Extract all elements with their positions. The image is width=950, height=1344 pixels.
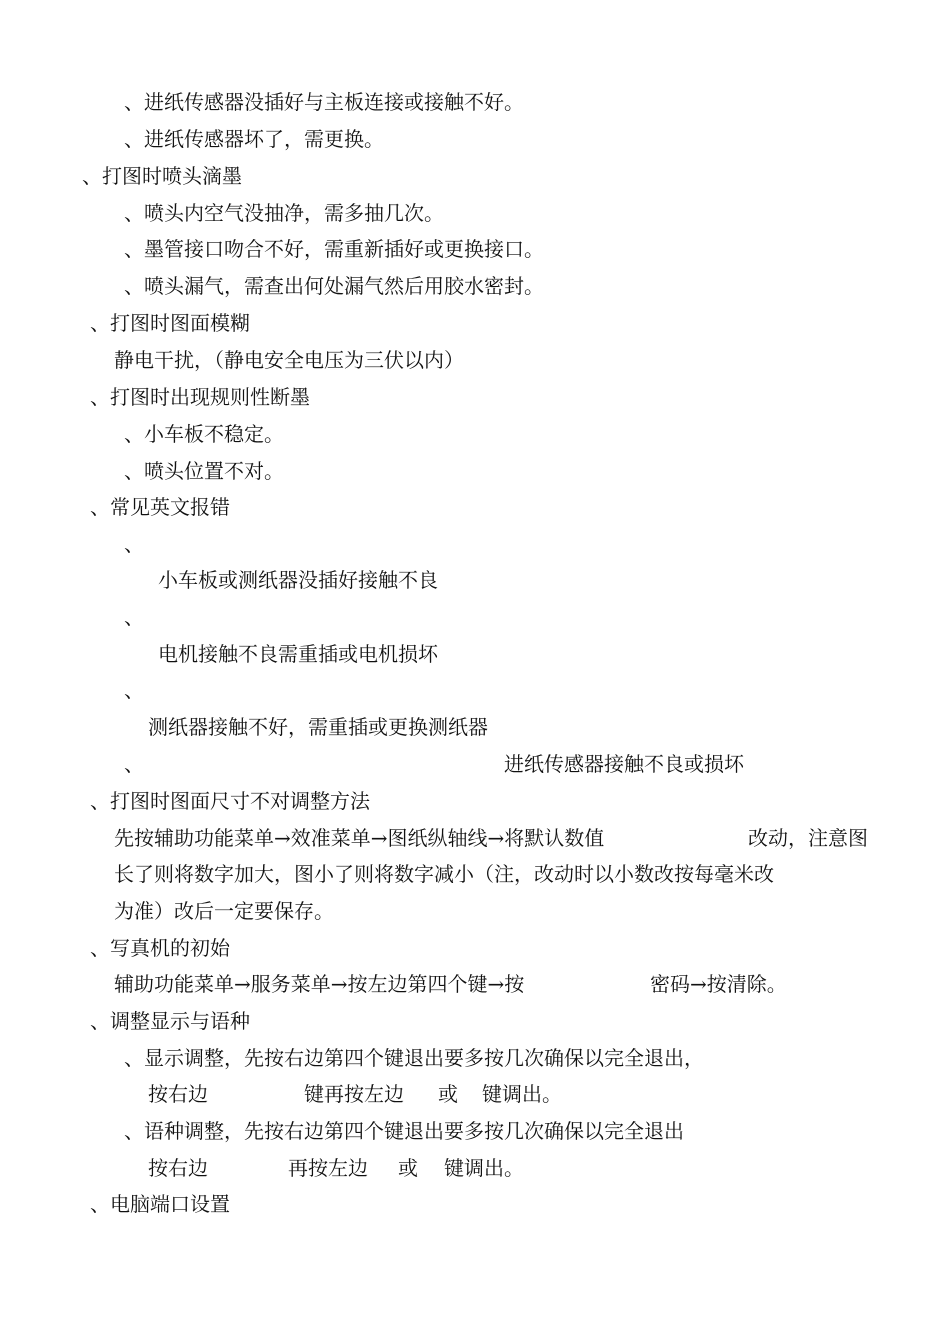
text-line: 键调出。: [444, 1156, 524, 1180]
text-line: 、: [124, 678, 144, 702]
text-line: 进纸传感器接触不良或损坏: [504, 752, 744, 776]
text-line: 小车板或测纸器没插好接触不良: [158, 568, 438, 592]
text-line: 、进纸传感器没插好与主板连接或接触不好。: [124, 90, 524, 114]
text-line: 、: [124, 605, 144, 629]
text-line: 键调出。: [482, 1082, 562, 1106]
text-line: 改动，注意图: [748, 826, 868, 850]
text-line: 或: [438, 1082, 458, 1106]
text-line: 或: [398, 1156, 418, 1180]
text-line: 、墨管接口吻合不好，需重新插好或更换接口。: [124, 237, 544, 261]
text-line: 先按辅助功能菜单→效准菜单→图纸纵轴线→将默认数值: [114, 826, 605, 850]
text-line: 、: [124, 752, 144, 776]
text-line: 按右边: [148, 1082, 208, 1106]
text-line: 键再按左边: [304, 1082, 404, 1106]
section-heading: 、写真机的初始: [90, 936, 230, 960]
text-line: 按右边: [148, 1156, 208, 1180]
text-line: 、显示调整，先按右边第四个键退出要多按几次确保以完全退出，: [124, 1046, 704, 1070]
text-line: 为准）改后一定要保存。: [114, 899, 334, 923]
text-line: 电机接触不良需重插或电机损坏: [158, 642, 438, 666]
text-line: 、进纸传感器坏了，需更换。: [124, 127, 384, 151]
text-line: 、喷头位置不对。: [124, 459, 284, 483]
text-line: 再按左边: [288, 1156, 368, 1180]
section-heading: 、打图时图面模糊: [90, 311, 250, 335]
section-heading: 、打图时出现规则性断墨: [90, 385, 310, 409]
text-line: 密码→按清除。: [650, 972, 787, 996]
section-heading: 、打图时图面尺寸不对调整方法: [90, 789, 370, 813]
section-heading: 、调整显示与语种: [90, 1009, 250, 1033]
text-line: 、喷头内空气没抽净，需多抽几次。: [124, 201, 444, 225]
text-line: 长了则将数字加大，图小了则将数字减小（注，改动时以小数改按每毫米改: [114, 862, 774, 886]
section-heading: 、电脑端口设置: [90, 1192, 230, 1216]
text-line: 、小车板不稳定。: [124, 422, 284, 446]
section-heading: 、打图时喷头滴墨: [82, 164, 242, 188]
text-line: 、: [124, 532, 144, 556]
text-line: 、喷头漏气，需查出何处漏气然后用胶水密封。: [124, 274, 544, 298]
text-line: 辅助功能菜单→服务菜单→按左边第四个键→按: [114, 972, 525, 996]
text-line: 测纸器接触不好，需重插或更换测纸器: [148, 715, 488, 739]
text-line: 、语种调整，先按右边第四个键退出要多按几次确保以完全退出: [124, 1119, 684, 1143]
text-line: 静电干扰，（静电安全电压为三伏以内）: [114, 348, 464, 372]
section-heading: 、常见英文报错: [90, 495, 230, 519]
